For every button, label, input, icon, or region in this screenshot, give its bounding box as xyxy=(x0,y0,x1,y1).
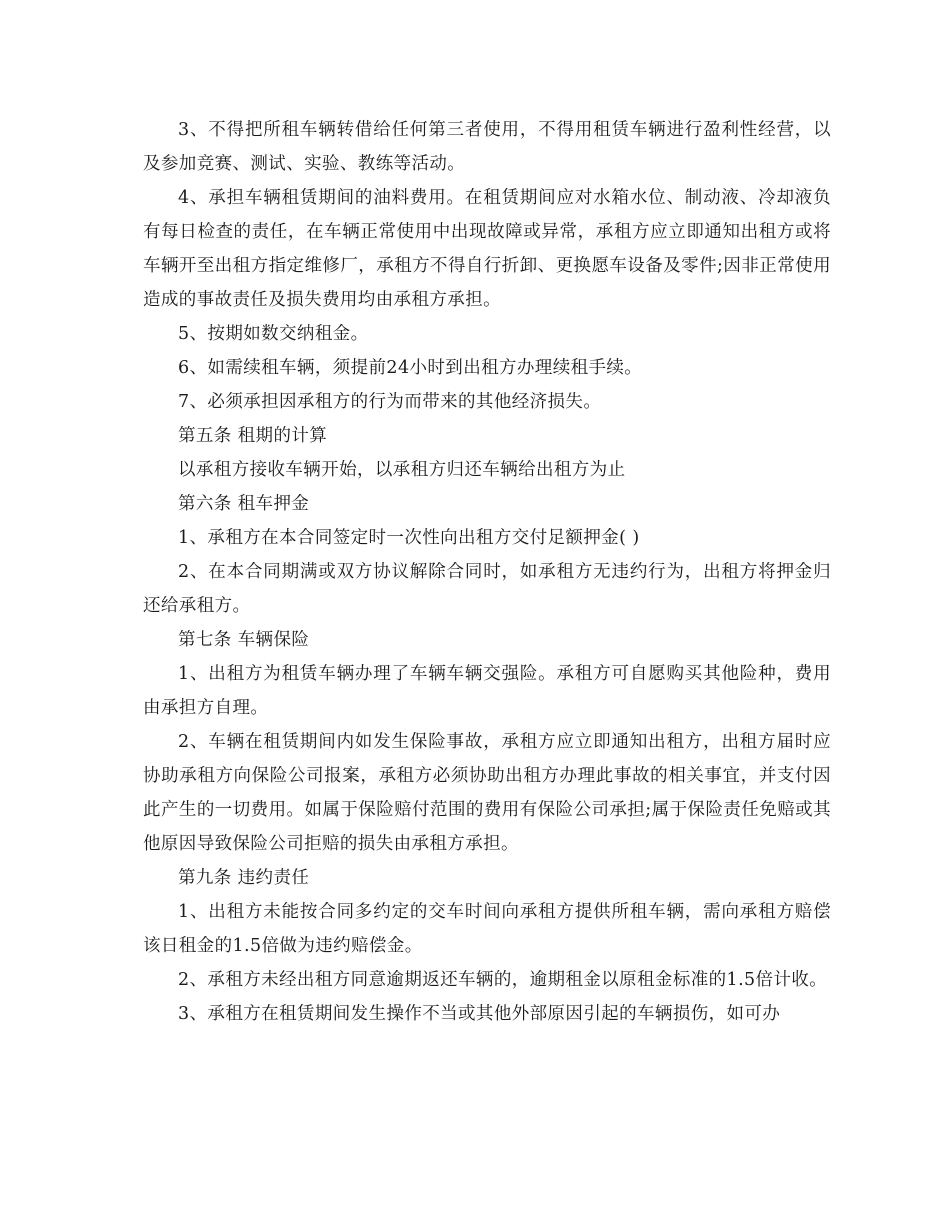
clause-paragraph: 6、如需续租车辆，须提前24小时到出租方办理续租手续。 xyxy=(178,358,643,378)
section-heading: 第七条 车辆保险 xyxy=(178,630,310,650)
clause-paragraph: 3、承租方在租赁期间发生操作不当或其他外部原因引起的车辆损伤，如可办 xyxy=(178,1004,781,1024)
section-heading: 第六条 租车押金 xyxy=(178,494,310,514)
clause-paragraph: 2、车辆在租赁期间内如发生保险事故，承租方应立即通知出租方，出租方届时应协助承租方向保险公司报案，承租方必须协助出租方办理此事故的相关事宜，并支付因此产生的一切费用。如属于保险赔付范围的费用有保险公司承担;属于保险责任免赔或其他原因导致保险公司拒赔的损失由承租方承担。 xyxy=(143,732,831,854)
clause-paragraph: 2、在本合同期满或双方协议解除合同时，如承租方无违约行为，出租方将押金归还给承租方。 xyxy=(143,562,831,616)
clause-paragraph: 3、不得把所租车辆转借给任何第三者使用，不得用租赁车辆进行盈利性经营，以及参加竞赛、测试、实验、教练等活动。 xyxy=(143,120,831,174)
clause-paragraph: 2、承租方未经出租方同意逾期返还车辆的，逾期租金以原租金标准的1.5倍计收。 xyxy=(178,970,828,990)
clause-paragraph: 1、出租方未能按合同多约定的交车时间向承租方提供所租车辆，需向承租方赔偿该日租金的1.5倍做为违约赔偿金。 xyxy=(143,902,831,956)
clause-paragraph: 以承租方接收车辆开始，以承租方归还车辆给出租方为止 xyxy=(178,460,626,480)
clause-paragraph: 7、必须承担因承租方的行为而带来的其他经济损失。 xyxy=(178,392,602,412)
section-heading: 第九条 违约责任 xyxy=(178,868,310,888)
clause-paragraph: 1、出租方为租赁车辆办理了车辆车辆交强险。承租方可自愿购买其他险种，费用由承担方自理。 xyxy=(143,664,831,718)
clause-paragraph: 5、按期如数交纳租金。 xyxy=(178,324,369,344)
clause-paragraph: 4、承担车辆租赁期间的油料费用。在租赁期间应对水箱水位、制动液、冷却液负有每日检查的责任，在车辆正常使用中出现故障或异常，承租方应立即通知出租方或将车辆开至出租方指定维修厂，承租方不得自行折卸、更换愿车设备及零件;因非正常使用造成的事故责任及损失费用均由承租方承担。 xyxy=(143,188,831,310)
section-heading: 第五条 租期的计算 xyxy=(178,426,328,446)
document-page xyxy=(143,113,831,1031)
clause-paragraph: 1、承租方在本合同签定时一次性向出租方交付足额押金( ) xyxy=(178,528,640,548)
